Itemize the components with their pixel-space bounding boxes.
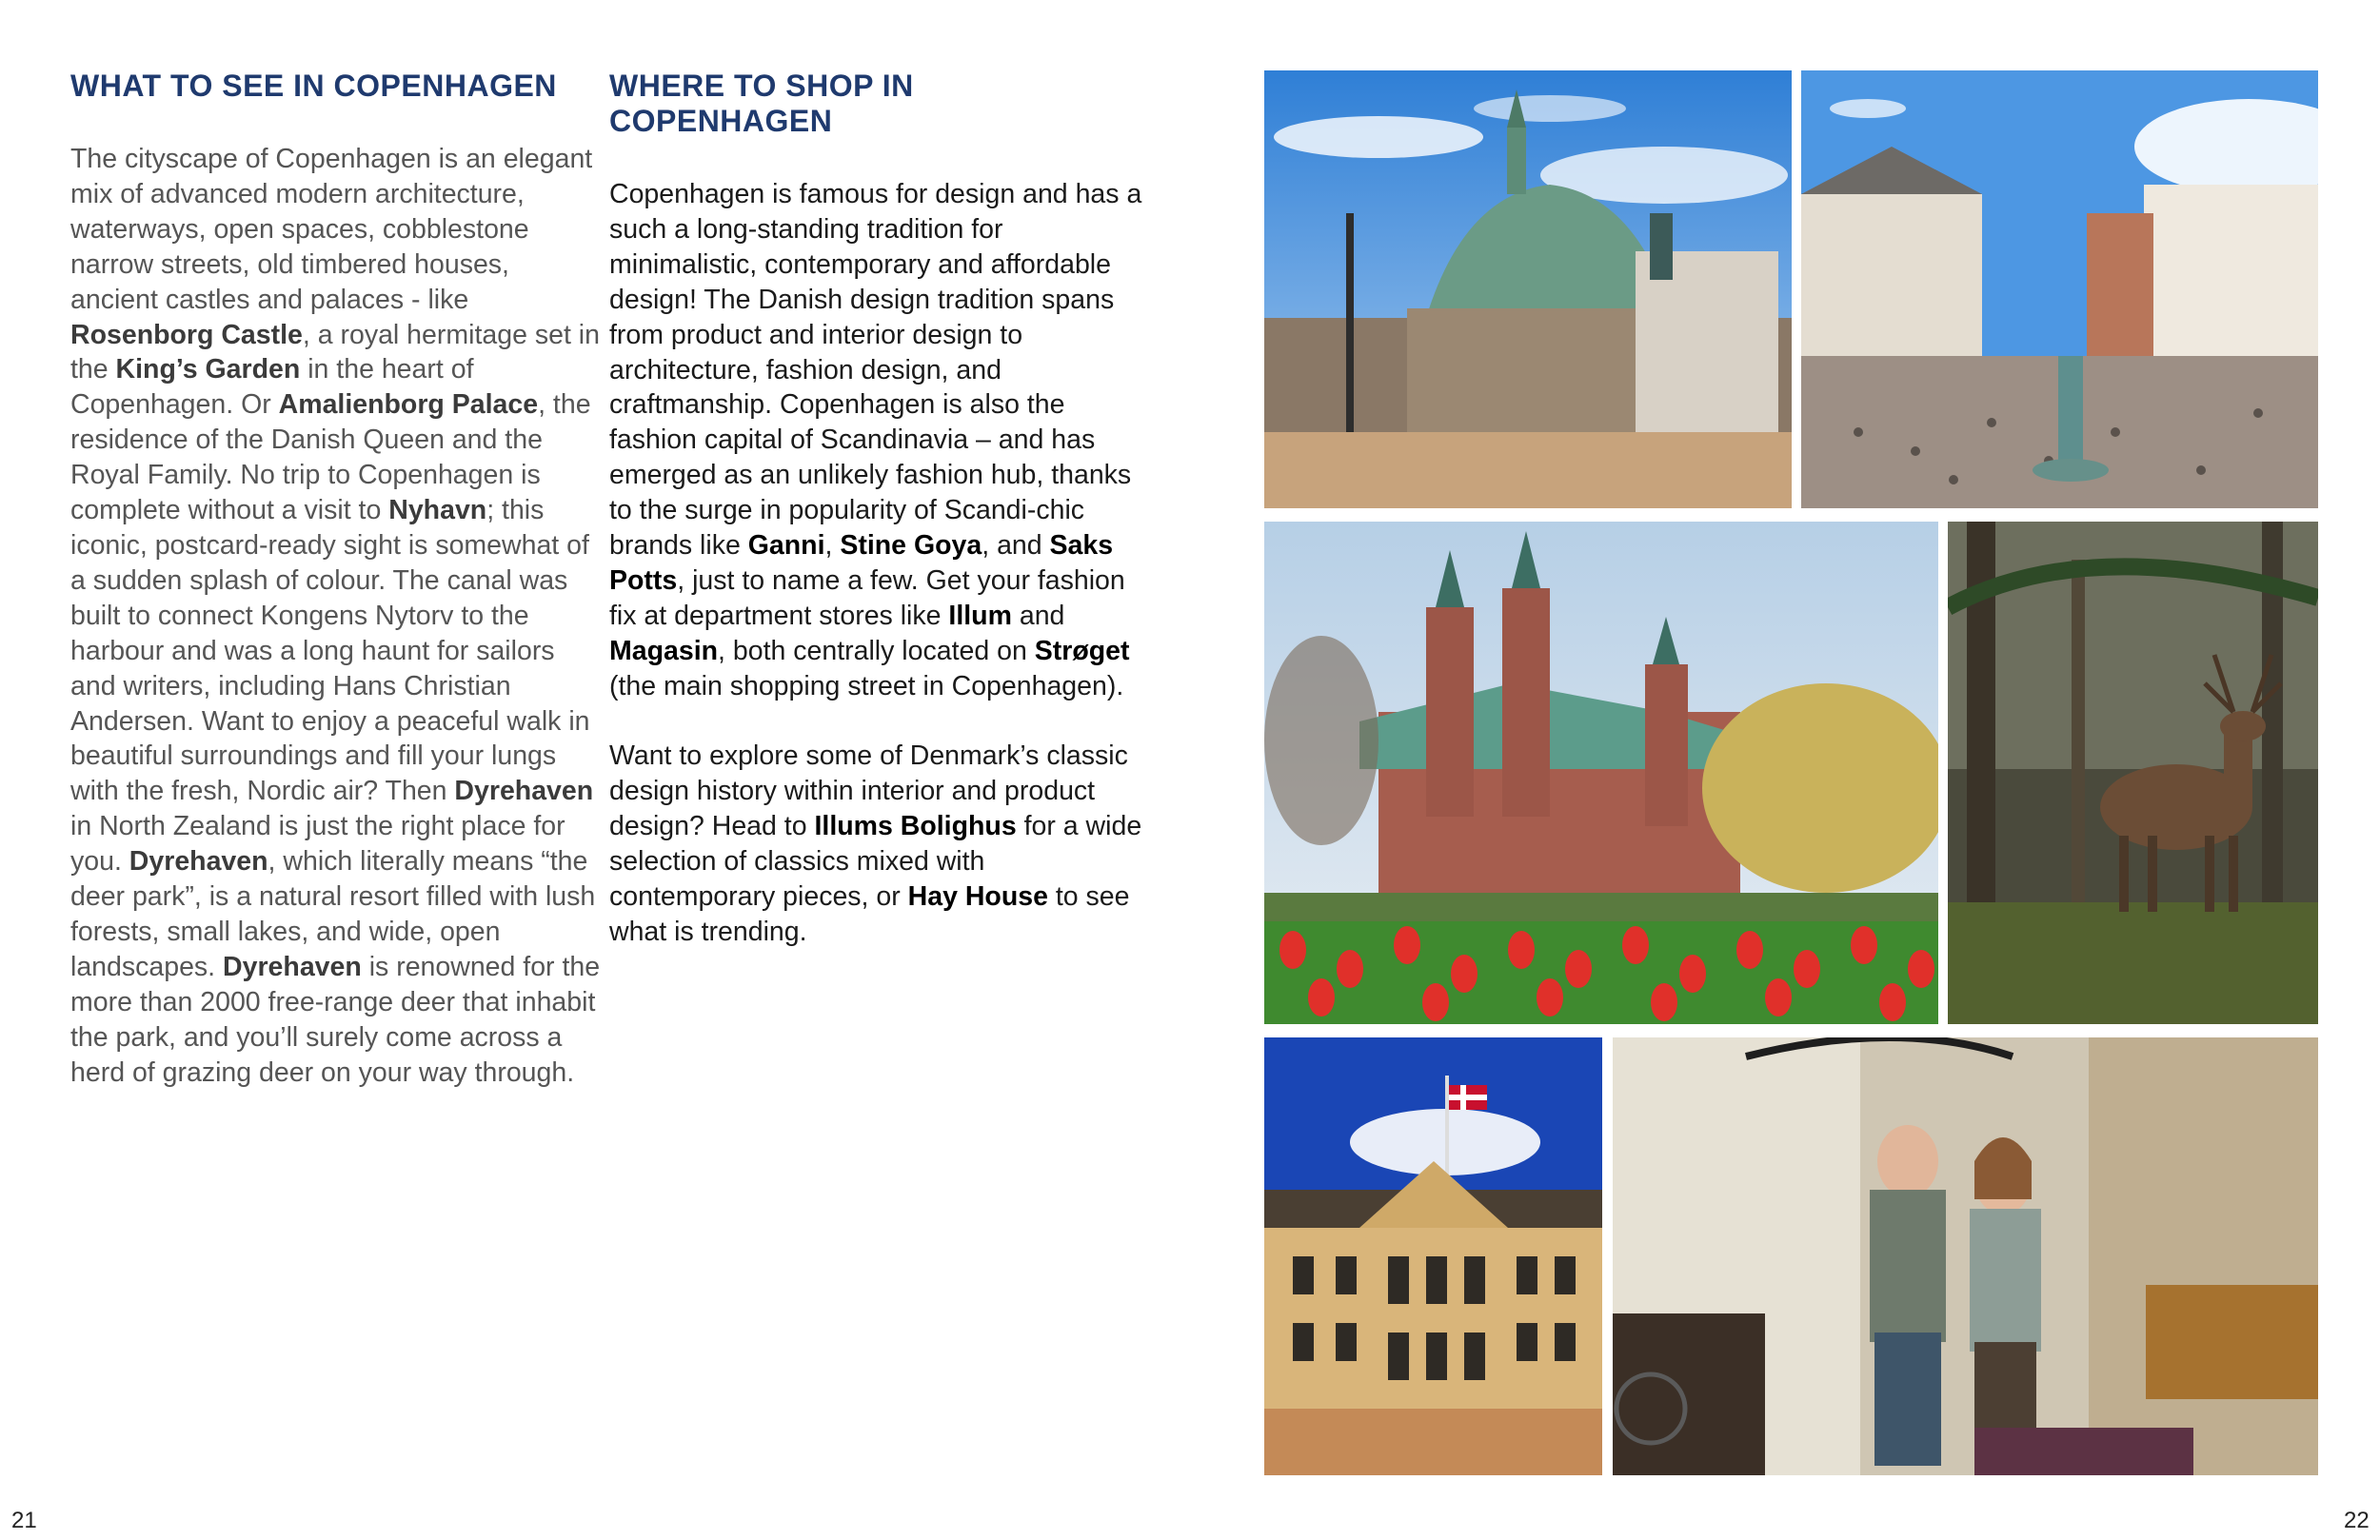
- text-run: in the heart of Copenhagen. Or: [70, 354, 474, 421]
- where-to-shop-body: [609, 177, 1142, 950]
- where-to-shop-column: [609, 69, 1142, 950]
- page-number-left: 21: [11, 1508, 37, 1533]
- text-run: to see what is trending.: [609, 881, 1130, 948]
- photo-amalienborg-palace: [1264, 1037, 1602, 1475]
- highlighted-name: Illum: [948, 600, 1012, 631]
- text-run: , both centrally located on: [718, 635, 1035, 666]
- text-run: , a royal hermitage set in the: [70, 319, 600, 385]
- highlighted-name: King’s Garden: [115, 354, 301, 385]
- what-to-see-heading: WHAT TO SEE IN COPENHAGEN: [70, 69, 557, 103]
- highlighted-name: Amalienborg Palace: [278, 389, 539, 421]
- highlighted-name: Dyrehaven: [223, 951, 362, 982]
- text-run: is renowned for the more than 2000 free-range deer that inhabit the park, and you’ll surely come across a herd of grazing deer on your way through.: [70, 951, 601, 1088]
- text-run: Copenhagen is famous for design and has a such a long-standing tradition for minimalistic, contemporary and affordable design! The Danish design tradition spans from product and interior design to architecture, fashion design, and craftmanship. Copenhagen is also the fashion capital of Scandinavia – and has emerged as an unlikely fashion hub, thanks to the surge in popularity of Scandi-chic brands like: [609, 179, 1142, 562]
- highlighted-name: Ganni: [747, 530, 825, 562]
- text-run: in North Zealand is just the right place for you.: [70, 811, 565, 878]
- highlighted-name: Magasin: [609, 635, 719, 666]
- where-to-shop-heading: WHERE TO SHOP IN COPENHAGEN: [609, 69, 914, 138]
- photo-deer-park: [1948, 522, 2318, 1024]
- page-number-right: 22: [2344, 1508, 2370, 1533]
- text-run: (the main shopping street in Copenhagen).: [609, 670, 1124, 701]
- highlighted-name: Hay House: [907, 881, 1048, 913]
- what-to-see-paragraph: [70, 142, 604, 1090]
- text-run: for a wide selection of classics mixed with contemporary pieces, or: [609, 811, 1142, 913]
- where-to-shop-paragraph-1: [609, 177, 1142, 704]
- highlighted-name: Strøget: [1034, 635, 1130, 666]
- highlighted-name: Dyrehaven: [129, 846, 268, 878]
- text-run: , which literally means “the deer park”, is a natural resort filled with lush forests, small lakes, and wide, open landscapes.: [70, 846, 596, 982]
- highlighted-name: Rosenborg Castle: [70, 319, 303, 350]
- what-to-see-column: [70, 69, 604, 1090]
- text-run: ; this iconic, postcard-ready sight is somewhat of a sudden splash of colour. The canal was built to connect Kongens Nytorv to the harbour and was a long haunt for sailors and writers, including Hans Christian Andersen. Want to enjoy a peaceful walk in beautiful surroundings and fill your lungs with the fresh, Nordic air? Then: [70, 495, 590, 807]
- text-run: , and: [982, 530, 1050, 562]
- highlighted-name: Stine Goya: [840, 530, 982, 562]
- text-run: , just to name a few. Get your fashion fix at department stores like: [609, 564, 1125, 631]
- highlighted-name: Dyrehaven: [454, 776, 594, 807]
- photo-shopping-couple: [1613, 1037, 2318, 1475]
- highlighted-name: Saks Potts: [609, 530, 1114, 596]
- photo-shopping-square: [1801, 70, 2318, 508]
- text-run: ,: [824, 530, 841, 562]
- highlighted-name: Illums Bolighus: [814, 811, 1017, 842]
- photo-marble-church: [1264, 70, 1792, 508]
- text-run: The cityscape of Copenhagen is an elegant mix of advanced modern architecture, waterways, open spaces, cobblestone narrow streets, old timbered houses, ancient castles and palaces - like: [70, 144, 593, 315]
- what-to-see-body: [70, 142, 604, 1090]
- text-run: Want to explore some of Denmark’s classic design history within interior and product design? Head to: [609, 740, 1128, 842]
- where-to-shop-paragraph-2: [609, 739, 1142, 949]
- highlighted-name: Nyhavn: [388, 495, 487, 526]
- text-run: and: [1011, 600, 1065, 631]
- text-run: , the residence of the Danish Queen and the Royal Family. No trip to Copenhagen is complete without a visit to: [70, 389, 591, 526]
- photo-rosenborg-castle: [1264, 522, 1938, 1024]
